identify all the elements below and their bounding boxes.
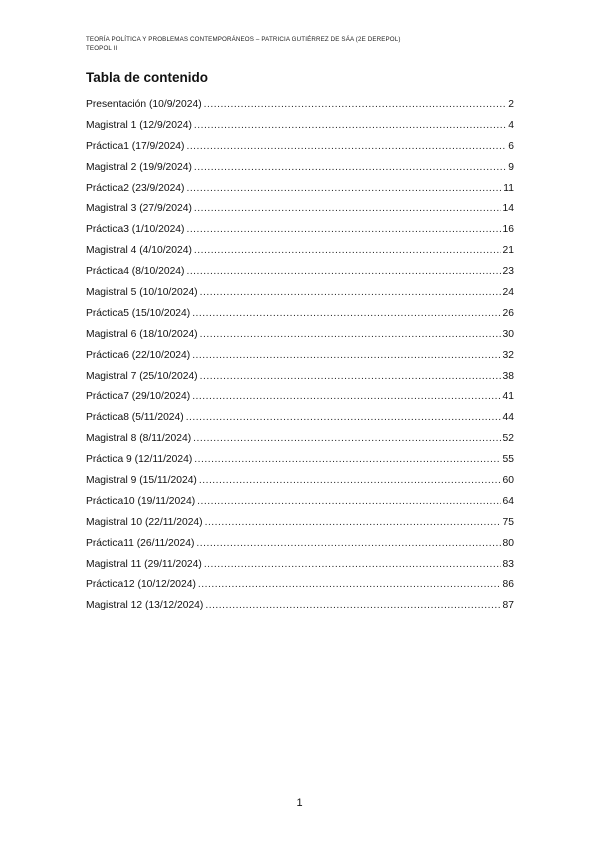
- toc-entry[interactable]: [86, 450, 514, 471]
- toc-leader-dots: [186, 262, 500, 283]
- toc-leader-dots: [194, 450, 500, 471]
- toc-entry[interactable]: [86, 492, 514, 513]
- toc-entry[interactable]: [86, 95, 514, 116]
- toc-entry-page: 6: [508, 140, 514, 152]
- toc-leader-dots: [186, 408, 501, 429]
- toc-entry-page: 14: [502, 203, 514, 215]
- toc-entry[interactable]: [86, 325, 514, 346]
- toc-leader-dots: [200, 325, 501, 346]
- toc-entry[interactable]: [86, 575, 514, 596]
- toc-entry-label: Práctica1 (17/9/2024): [86, 140, 185, 152]
- toc-leader-dots: [194, 158, 506, 179]
- toc-leader-dots: [205, 513, 501, 534]
- toc-entry-page: 41: [502, 391, 514, 403]
- toc-entry[interactable]: [86, 408, 514, 429]
- toc-entry-page: 87: [502, 600, 514, 612]
- toc-entry[interactable]: [86, 346, 514, 367]
- toc-entry-page: 80: [502, 537, 514, 549]
- toc-entry-page: 21: [502, 245, 514, 257]
- toc-entry-page: 75: [502, 516, 514, 528]
- toc-entry-label: Práctica11 (26/11/2024): [86, 537, 195, 549]
- toc-leader-dots: [196, 534, 500, 555]
- toc-entry[interactable]: [86, 220, 514, 241]
- toc-entry-page: 9: [508, 161, 514, 173]
- toc-entry[interactable]: [86, 283, 514, 304]
- toc-entry-label: Práctica8 (5/11/2024): [86, 412, 184, 424]
- header-subtitle: TEOPOL II: [86, 45, 118, 52]
- toc-leader-dots: [198, 575, 501, 596]
- toc-leader-dots: [200, 283, 501, 304]
- toc-entry-page: 4: [508, 119, 514, 131]
- toc-entry-label: Magistral 4 (4/10/2024): [86, 245, 192, 257]
- toc-entry-label: Práctica3 (1/10/2024): [86, 224, 185, 236]
- toc-entry[interactable]: [86, 158, 514, 179]
- toc-entry-label: Práctica4 (8/10/2024): [86, 266, 185, 278]
- toc-entry-label: Magistral 7 (25/10/2024): [86, 370, 198, 382]
- toc-leader-dots: [194, 199, 501, 220]
- header-title: TEORÍA POLÍTICA Y PROBLEMAS CONTEMPORÁNEOS – PATRICIA GUTIÉRREZ DE SÁA (2E DEREPOL): [86, 36, 401, 43]
- toc-entry-label: Magistral 10 (22/11/2024): [86, 516, 203, 528]
- toc-leader-dots: [205, 596, 500, 617]
- toc-entry[interactable]: [86, 471, 514, 492]
- toc-entry[interactable]: [86, 304, 514, 325]
- toc-entry-page: 38: [502, 370, 514, 382]
- toc-leader-dots: [204, 555, 501, 576]
- toc-leader-dots: [186, 220, 500, 241]
- toc-entry-label: Presentación (10/9/2024): [86, 99, 202, 110]
- toc-entry[interactable]: [86, 596, 514, 617]
- toc-entry-page: 44: [502, 412, 514, 424]
- toc-leader-dots: [193, 429, 500, 450]
- toc-entry-page: 86: [502, 579, 514, 591]
- toc-entry-page: 55: [502, 454, 514, 466]
- toc-leader-dots: [192, 346, 500, 367]
- toc-entry-page: 60: [502, 475, 514, 487]
- toc-entry-label: Práctica2 (23/9/2024): [86, 182, 185, 194]
- toc-leader-dots: [199, 471, 501, 492]
- toc-entry[interactable]: [86, 367, 514, 388]
- toc-entry[interactable]: [86, 534, 514, 555]
- toc-entry[interactable]: [86, 241, 514, 262]
- toc-entry-page: 30: [502, 328, 514, 340]
- toc-entry-page: 2: [508, 99, 514, 110]
- toc-entry-page: 24: [502, 287, 514, 299]
- toc-heading: Tabla de contenido: [86, 70, 209, 85]
- toc-entry-page: 11: [503, 182, 514, 194]
- toc-leader-dots: [197, 492, 500, 513]
- toc-entry-label: Práctica6 (22/10/2024): [86, 349, 191, 361]
- toc-entry[interactable]: [86, 262, 514, 283]
- running-header: [86, 35, 401, 53]
- toc-leader-dots: [186, 179, 501, 200]
- toc-entry[interactable]: [86, 513, 514, 534]
- toc-entry-page: 16: [502, 224, 514, 236]
- toc-entry-label: Magistral 11 (29/11/2024): [86, 558, 202, 570]
- toc-entry-page: 32: [502, 349, 514, 361]
- toc-entry-label: Magistral 12 (13/12/2024): [86, 600, 204, 612]
- toc-entry-page: 52: [502, 433, 514, 445]
- toc-entry-page: 83: [502, 558, 514, 570]
- toc-entry-page: 23: [502, 266, 514, 278]
- toc-entry-label: Magistral 6 (18/10/2024): [86, 328, 198, 340]
- toc-entry-label: Práctica12 (10/12/2024): [86, 579, 196, 591]
- toc-entry-label: Práctica 9 (12/11/2024): [86, 454, 193, 466]
- toc-entry-page: 64: [502, 495, 514, 507]
- table-of-contents: [86, 95, 514, 617]
- toc-entry-label: Magistral 8 (8/11/2024): [86, 433, 192, 445]
- toc-entry-label: Práctica10 (19/11/2024): [86, 495, 196, 507]
- toc-entry-label: Magistral 1 (12/9/2024): [86, 119, 192, 131]
- toc-leader-dots: [194, 241, 501, 262]
- toc-entry-label: Práctica5 (15/10/2024): [86, 307, 191, 319]
- toc-entry[interactable]: [86, 429, 514, 450]
- toc-leader-dots: [192, 387, 500, 408]
- page-number: 1: [296, 797, 303, 809]
- toc-entry-label: Práctica7 (29/10/2024): [86, 391, 191, 403]
- toc-entry-label: Magistral 2 (19/9/2024): [86, 161, 192, 173]
- toc-leader-dots: [186, 137, 506, 158]
- toc-entry-label: Magistral 9 (15/11/2024): [86, 475, 197, 487]
- toc-entry-label: Magistral 3 (27/9/2024): [86, 203, 192, 215]
- toc-entry[interactable]: [86, 116, 514, 137]
- toc-entry-page: 26: [502, 307, 514, 319]
- toc-entry[interactable]: [86, 199, 514, 220]
- toc-entry[interactable]: [86, 179, 514, 200]
- toc-leader-dots: [200, 367, 501, 388]
- toc-leader-dots: [204, 95, 507, 116]
- toc-leader-dots: [192, 304, 500, 325]
- toc-leader-dots: [194, 116, 506, 137]
- toc-entry-label: Magistral 5 (10/10/2024): [86, 287, 198, 299]
- toc-entry[interactable]: [86, 137, 514, 158]
- toc-entry[interactable]: [86, 387, 514, 408]
- toc-entry[interactable]: [86, 555, 514, 576]
